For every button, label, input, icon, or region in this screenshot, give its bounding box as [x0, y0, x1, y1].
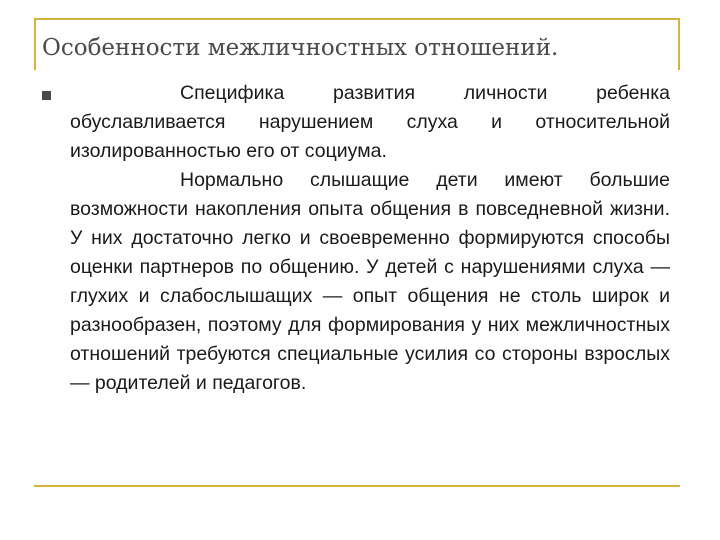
- left-border-line: [34, 18, 36, 70]
- paragraph-2: Нормально слышащие дети имеют большие возможности накопления опыта общения в повседневной жизни. У них достаточно легко и своевременно формируются способы оценки партнеров по общению. У детей с нарушениями слуха — глухих и слабослышащих — опыт общения не столь широк и разнообразен, поэтому для формирования у них межличностных отношений требуются специальные усилия со стороны взрослых — родителей и педагогов.: [70, 169, 670, 394]
- square-bullet-icon: [42, 91, 51, 100]
- paragraph-1: Специфика развития личности ребенка обуславливается нарушением слуха и относительной изолированностью его от социума.: [70, 82, 670, 162]
- right-border-line: [678, 18, 680, 70]
- top-border-line: [34, 18, 680, 20]
- slide-body: [70, 79, 670, 398]
- slide-title: Особенности межличностных отношений.: [42, 35, 559, 61]
- bottom-border-line: [34, 485, 680, 487]
